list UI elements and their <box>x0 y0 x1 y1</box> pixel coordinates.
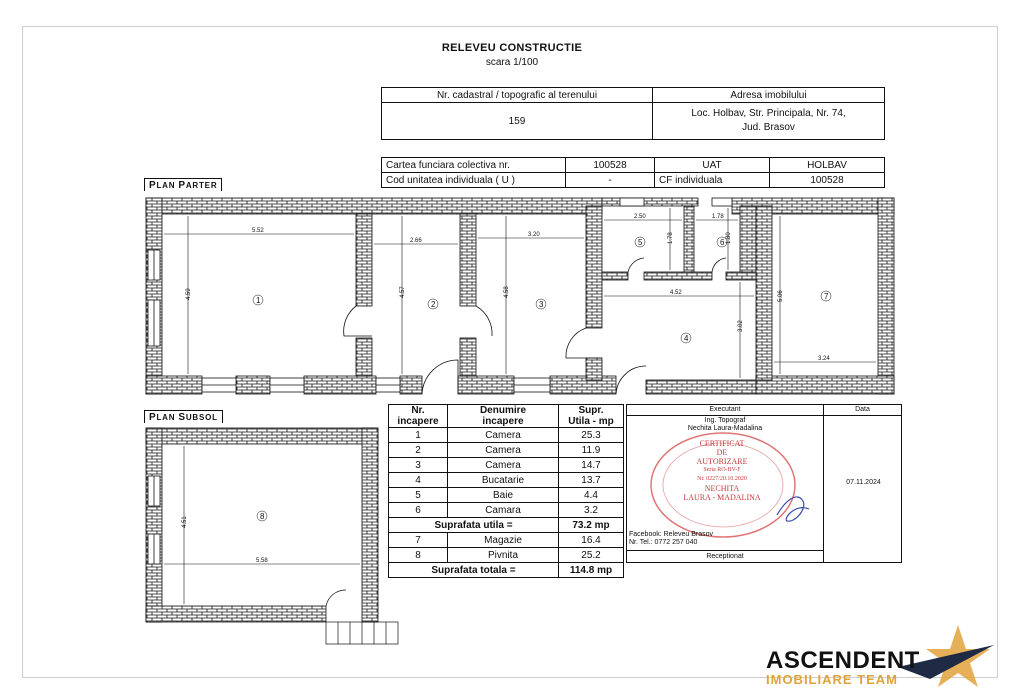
signature-date: 07.11.2024 <box>846 479 881 486</box>
subsol-room-number <box>257 511 267 521</box>
row-nr: 5 <box>389 488 448 503</box>
address-line-1: Loc. Holbav, Str. Principala, Nr. 74, <box>691 108 846 119</box>
col-name-l2: incapere <box>482 416 524 427</box>
dim-r5-h: 1.78 <box>668 232 674 244</box>
engineer-name: Nechita Laura-Madalina <box>687 425 763 432</box>
cf-individual-value: 100528 <box>770 173 885 188</box>
utila-label: Suprafata utila = <box>389 518 559 533</box>
plan-subsol-l1: P <box>149 412 157 423</box>
stamp-line-5: Nr. 0227/20.10.2020 <box>697 476 747 482</box>
document-scale: scara 1/100 <box>485 57 539 68</box>
dim-r7-h: 5.06 <box>778 290 784 302</box>
stamp-line-1: CERTIFICAT <box>699 439 745 448</box>
utila-row <box>389 518 624 533</box>
row-area: 4.4 <box>559 488 624 503</box>
plan-subsol-l2: LAN <box>156 413 179 422</box>
facebook-contact: Facebook: Releveu Brasov <box>629 531 714 538</box>
plan-parter-l4: ARTER <box>185 181 218 190</box>
row-name: Camara <box>448 503 559 518</box>
col-nr-l1: Nr. <box>411 405 425 416</box>
signature-block <box>626 404 902 563</box>
row-area: 16.4 <box>559 533 624 548</box>
parter-windows <box>148 198 732 392</box>
col-name-header <box>448 405 559 428</box>
table-row <box>389 548 624 563</box>
totala-label: Suprafata totala = <box>389 563 559 578</box>
row-nr: 8 <box>389 548 448 563</box>
room-number-3: 3 <box>539 300 544 309</box>
dim-r2-w: 2.66 <box>410 238 422 244</box>
plan-parter-l1: P <box>149 180 157 191</box>
dim-r4-w: 4.52 <box>670 290 682 296</box>
row-area: 25.2 <box>559 548 624 563</box>
rooms-table <box>388 404 624 578</box>
col-name-l1: Denumire <box>479 405 527 416</box>
stamp-line-2: DE <box>716 448 728 457</box>
room-number-8: 8 <box>260 512 265 521</box>
dim-r4-h: 3.02 <box>738 320 744 332</box>
uat-label: UAT <box>655 158 770 173</box>
table-row <box>389 458 624 473</box>
subsol-walls <box>146 428 378 622</box>
col-area-header <box>559 405 624 428</box>
uat-value: HOLBAV <box>770 158 885 173</box>
col-area-l2: Utila - mp <box>568 416 614 427</box>
row-nr: 6 <box>389 503 448 518</box>
signature-divider <box>823 405 824 562</box>
phone-contact: Nr. Tel.: 0772 257 040 <box>629 539 698 546</box>
subsol-labels <box>182 516 268 564</box>
dim-r5-w: 2.50 <box>634 214 646 220</box>
subsol-dimension-lines <box>164 446 360 604</box>
table-row <box>389 533 624 548</box>
stamp-line-6: NECHITA <box>704 484 740 493</box>
dim-r8-w: 5.58 <box>256 558 268 564</box>
dim-r3-h: 4.58 <box>504 286 510 298</box>
stamp-text <box>657 439 787 502</box>
row-name: Camera <box>448 428 559 443</box>
table-row <box>389 488 624 503</box>
cod-value: - <box>566 173 655 188</box>
utila-value: 73.2 mp <box>559 518 624 533</box>
address-line-2: Jud. Brasov <box>742 122 795 133</box>
row-area: 13.7 <box>559 473 624 488</box>
room-number-6: 6 <box>720 238 725 247</box>
logo-name: ASCENDENT <box>766 647 920 674</box>
executant-header: Executant <box>627 405 824 416</box>
stamp-line-7: LAURA - MADALINA <box>683 493 761 502</box>
dim-r1-w: 5.52 <box>252 228 264 234</box>
engineer-title: Ing. Topograf <box>704 417 746 424</box>
cf-label: Cartea funciara colectiva nr. <box>382 158 566 173</box>
plan-parter-l3: P <box>178 180 186 191</box>
row-nr: 2 <box>389 443 448 458</box>
document-title: RELEVEU CONSTRUCTIE <box>441 42 583 54</box>
table-row <box>389 428 624 443</box>
row-nr: 1 <box>389 428 448 443</box>
cadastral-label: Nr. cadastral / topografic al terenului <box>382 88 653 103</box>
stamp-line-3: AUTORIZARE <box>696 457 748 466</box>
room-number-4: 4 <box>684 334 689 343</box>
room-number-2: 2 <box>431 300 436 309</box>
row-area: 14.7 <box>559 458 624 473</box>
dim-r6-h: 1.80 <box>726 232 732 244</box>
row-name: Camera <box>448 443 559 458</box>
row-name: Pivnita <box>448 548 559 563</box>
totala-row <box>389 563 624 578</box>
totala-value: 114.8 mp <box>559 563 624 578</box>
data-header: Data <box>824 405 901 416</box>
dim-r2-h: 4.57 <box>400 286 406 298</box>
table-row <box>389 443 624 458</box>
cod-label: Cod unitatea individuala ( U ) <box>382 173 566 188</box>
dim-r7-w: 3.24 <box>818 356 830 362</box>
row-name: Camera <box>448 458 559 473</box>
cadastral-value: 159 <box>382 103 653 140</box>
table-row <box>389 503 624 518</box>
logo-team: IMOBILIARE TEAM <box>766 672 898 687</box>
row-area: 25.3 <box>559 428 624 443</box>
room-number-5: 5 <box>638 238 643 247</box>
plan-subsol-l4: UBSOL <box>185 413 218 422</box>
col-area-l1: Supr. <box>578 405 604 416</box>
row-nr: 3 <box>389 458 448 473</box>
row-name: Magazie <box>448 533 559 548</box>
col-nr-l2: incapere <box>397 416 439 427</box>
row-nr: 4 <box>389 473 448 488</box>
dim-r8-h: 4.51 <box>182 516 188 528</box>
cf-value: 100528 <box>566 158 655 173</box>
parter-dimension-labels <box>186 214 830 362</box>
dim-r3-w: 3.20 <box>528 232 540 238</box>
room-number-1: 1 <box>256 296 261 305</box>
plan-subsol-l3: S <box>178 412 186 423</box>
address-label: Adresa imobilului <box>653 88 885 103</box>
table-row <box>389 473 624 488</box>
dim-r1-h: 4.59 <box>186 288 192 300</box>
row-name: Bucatarie <box>448 473 559 488</box>
stamp-line-4: Seria RO-BV-F <box>703 467 741 473</box>
row-nr: 7 <box>389 533 448 548</box>
room-number-7: 7 <box>824 292 829 301</box>
ascendent-logo <box>758 619 998 691</box>
receptionat-label: Receptionat <box>627 550 823 562</box>
plan-parter-l2: LAN <box>156 181 179 190</box>
row-name: Baie <box>448 488 559 503</box>
row-area: 11.9 <box>559 443 624 458</box>
cf-individual-label: CF individuala <box>655 173 770 188</box>
row-area: 3.2 <box>559 503 624 518</box>
col-nr-header <box>389 405 448 428</box>
dim-r6-w: 1.78 <box>712 214 724 220</box>
